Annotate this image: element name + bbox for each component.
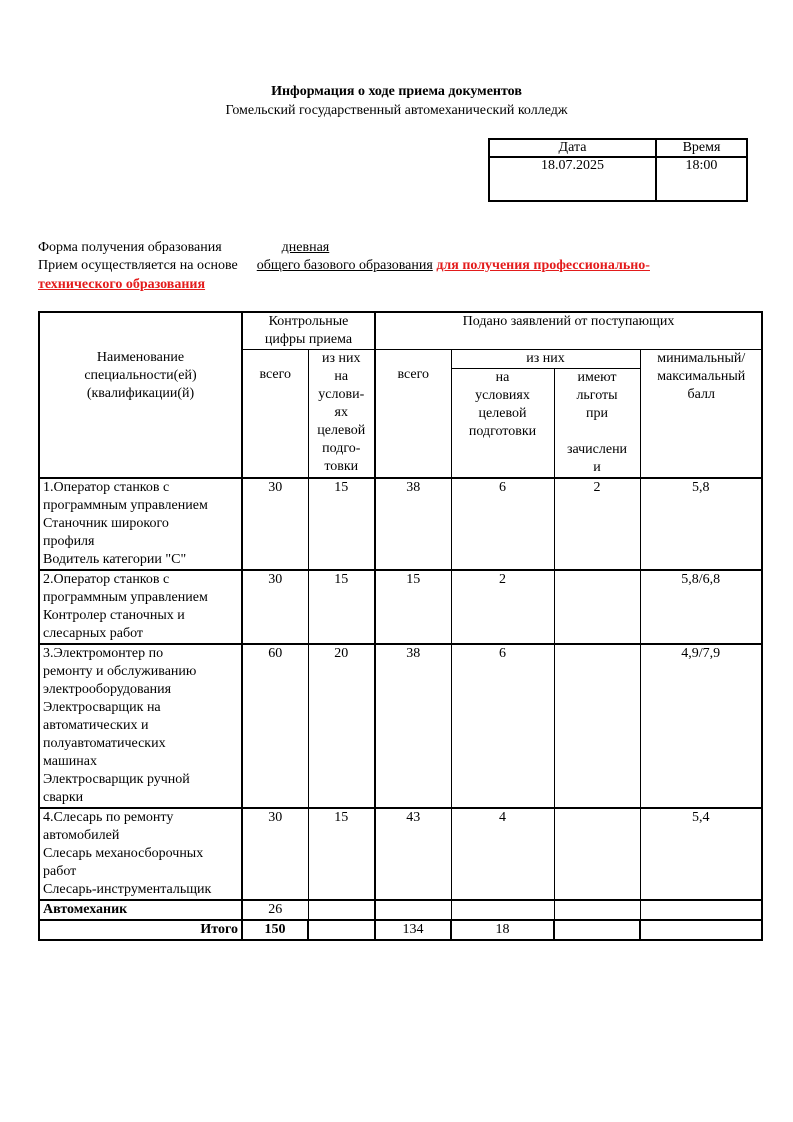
specialty-name [39, 478, 242, 570]
specialty-name-line: Контролер станочных и [43, 608, 185, 623]
empty-cell [308, 920, 375, 940]
applied-target-cell: 6 [451, 478, 554, 570]
header-on-target-line: условиях [475, 388, 530, 403]
specialty-name-line: Слесарь-инструментальщик [43, 882, 212, 897]
total-plan: 150 [242, 920, 308, 940]
score-cell: 4,9/7,9 [640, 644, 762, 808]
benefits-cell [554, 808, 640, 900]
specialty-name-line: 2.Оператор станков с [43, 572, 170, 587]
purpose-row [38, 276, 205, 293]
specialty-name-line: 1.Оператор станков с [43, 480, 170, 495]
specialty-name-line: автомобилей [43, 828, 120, 843]
header-target-line: подго- [322, 441, 361, 456]
specialty-name-line: программным управлением [43, 498, 208, 513]
header-control-line: цифры приема [264, 332, 353, 347]
plan-total-cell: 30 [242, 478, 308, 570]
header-specialty-line: специальности(ей) [84, 368, 197, 383]
empty-cell [375, 900, 451, 920]
plan-total-cell: 30 [242, 570, 308, 644]
time-label: Время [656, 139, 747, 157]
specialty-name-line: Электросварщик на [43, 700, 161, 715]
specialty-name-line: Станочник широкого [43, 516, 169, 531]
form-of-education-row [38, 239, 329, 256]
header-target-line: целевой [317, 423, 366, 438]
header-target-line: из них [321, 351, 361, 366]
applied-target-cell: 4 [451, 808, 554, 900]
header-target-line: на [334, 369, 349, 384]
header-specialty-line: (квалификации(й) [86, 386, 195, 401]
time-value: 18:00 [656, 157, 747, 201]
specialty-name-line: автоматических и [43, 718, 149, 733]
plan-target-cell: 15 [308, 808, 375, 900]
header-applied-total: всего [375, 350, 451, 479]
applied-total-cell: 38 [375, 478, 451, 570]
basis-row [38, 257, 650, 274]
date-label: Дата [489, 139, 656, 157]
header-benefits-line: и [593, 460, 601, 475]
automechanic-row [39, 900, 762, 920]
total-applied: 134 [375, 920, 451, 940]
empty-cell [308, 900, 375, 920]
plan-total-cell: 30 [242, 808, 308, 900]
purpose-line-2: технического образования [38, 277, 206, 292]
empty-cell [451, 900, 554, 920]
basis-value: общего базового образования [256, 258, 433, 273]
score-cell: 5,8/6,8 [640, 570, 762, 644]
header-of-them: из них [451, 350, 640, 369]
automechanic-plan: 26 [242, 900, 308, 920]
specialty-name-line: Электросварщик ручной [43, 772, 190, 787]
datetime-box [488, 138, 748, 202]
specialty-name-line: Слесарь механосборочных [43, 846, 204, 861]
specialty-name-line: машинах [43, 754, 97, 769]
page-title: Информация о ходе приема документов [271, 84, 522, 99]
total-row [39, 920, 762, 940]
applied-total-cell: 38 [375, 644, 451, 808]
specialty-name-line: слесарных работ [43, 626, 144, 641]
header-row-1 [39, 312, 762, 350]
plan-target-cell: 20 [308, 644, 375, 808]
specialty-name [39, 570, 242, 644]
header-benefits-line: имеют [577, 370, 617, 385]
benefits-cell [554, 570, 640, 644]
specialty-name-line: 3.Электромонтер по [43, 646, 164, 661]
applied-target-cell: 6 [451, 644, 554, 808]
table-row [39, 808, 762, 900]
benefits-cell [554, 644, 640, 808]
specialty-name [39, 644, 242, 808]
header-plan-total: всего [242, 350, 308, 479]
table-row [39, 478, 762, 570]
benefits-cell: 2 [554, 478, 640, 570]
specialty-name-line: ремонту и обслуживанию [43, 664, 197, 679]
header-on-target-line: подготовки [468, 424, 537, 439]
empty-cell [640, 920, 762, 940]
score-cell: 5,4 [640, 808, 762, 900]
header-specialty-line: Наименование [96, 350, 185, 365]
plan-total-cell: 60 [242, 644, 308, 808]
header-benefits-line: зачислени [566, 442, 628, 457]
table-row [39, 570, 762, 644]
score-cell: 5,8 [640, 478, 762, 570]
plan-target-cell: 15 [308, 570, 375, 644]
specialty-name [39, 808, 242, 900]
form-label: Форма получения образования [38, 240, 222, 255]
total-label: Итого [39, 920, 242, 940]
specialty-name-line: работ [43, 864, 77, 879]
header-score-line: максимальный [657, 369, 746, 384]
total-applied-target: 18 [451, 920, 554, 940]
table-row [39, 644, 762, 808]
header-target-line: товки [324, 459, 359, 474]
header-applied-target [451, 369, 554, 479]
specialty-name-line: профиля [43, 534, 95, 549]
college-name: Гомельский государственный автомеханический колледж [225, 103, 568, 118]
automechanic-name: Автомеханик [39, 900, 242, 920]
purpose-line-1: для получения профессионально- [436, 258, 650, 273]
specialty-name-line: Водитель категории "С" [43, 552, 187, 567]
basis-label-text: Прием осуществляется на основе [38, 258, 238, 273]
header-score-line: минимальный/ [657, 351, 746, 366]
header-benefits [554, 369, 640, 479]
specialty-name-line: сварки [43, 790, 84, 805]
header-specialty [39, 312, 242, 478]
header-target-line: ях [334, 405, 348, 420]
header-target-line: услови- [318, 387, 365, 402]
admissions-table [38, 311, 763, 941]
applied-total-cell: 43 [375, 808, 451, 900]
header-score [640, 350, 762, 479]
header-on-target-line: на [495, 370, 510, 385]
empty-cell [554, 920, 640, 940]
header-score-line: балл [687, 387, 715, 402]
header-benefits-line: льготы [576, 388, 618, 403]
empty-cell [640, 900, 762, 920]
plan-target-cell: 15 [308, 478, 375, 570]
specialty-name-line: 4.Слесарь по ремонту [43, 810, 174, 825]
specialty-name-line: программным управлением [43, 590, 208, 605]
empty-cell [554, 900, 640, 920]
specialty-name-line: электрооборудования [43, 682, 172, 697]
header-benefits-line: при [586, 406, 608, 421]
applied-total-cell: 15 [375, 570, 451, 644]
header-plan-target [308, 350, 375, 479]
header-control-figures [242, 312, 375, 350]
form-value: дневная [281, 240, 330, 255]
specialty-name-line: полуавтоматических [43, 736, 166, 751]
date-value: 18.07.2025 [489, 157, 656, 201]
applied-target-cell: 2 [451, 570, 554, 644]
header-control-line: Контрольные [268, 314, 349, 329]
header-submitted: Подано заявлений от поступающих [375, 312, 762, 350]
header-on-target-line: целевой [478, 406, 527, 421]
